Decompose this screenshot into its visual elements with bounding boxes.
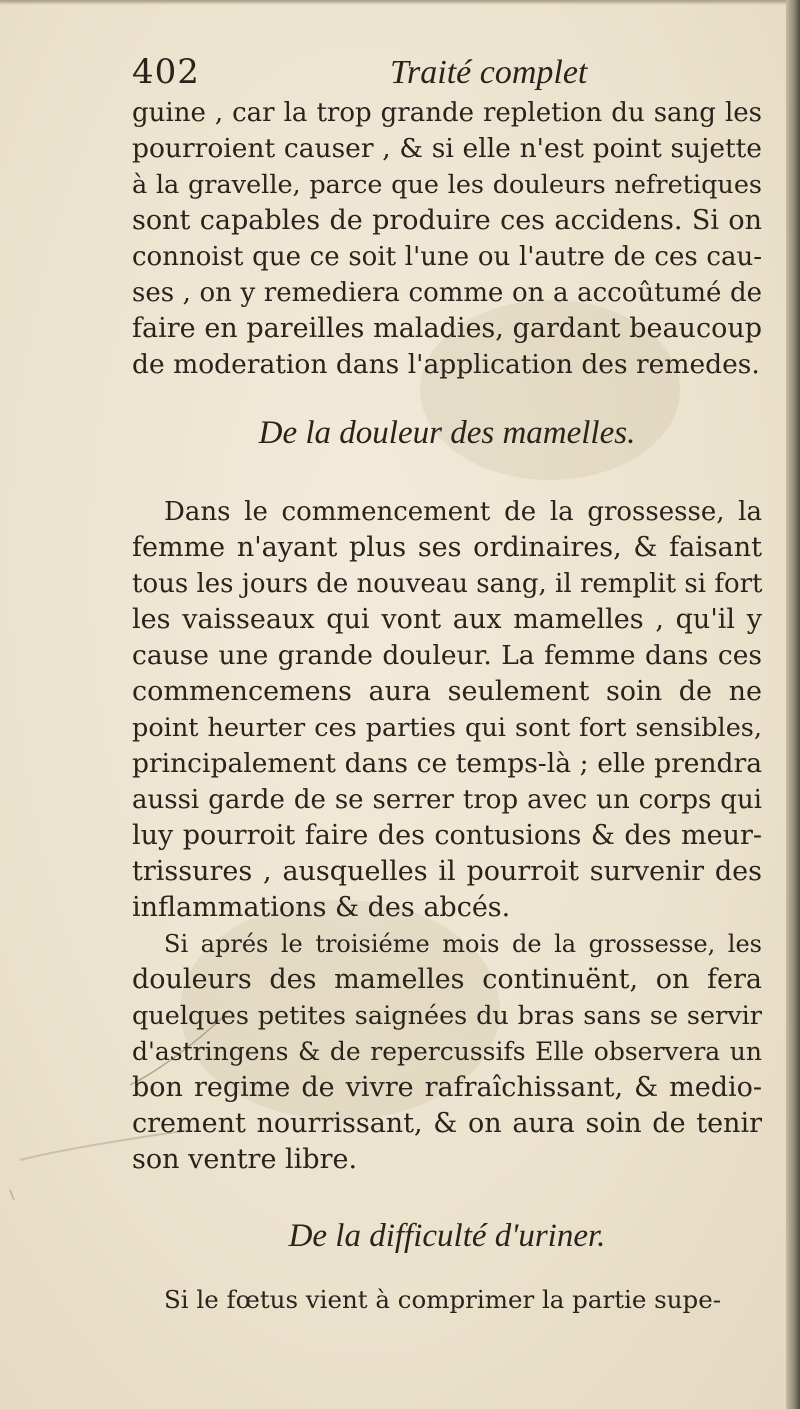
text-line: Si le fœtus vient à comprimer la partie supe- [164, 1285, 721, 1314]
text-line: cause une grande douleur. La femme dans ces [132, 640, 762, 671]
section-heading: De la difficulté d'uriner. [288, 1218, 606, 1254]
text-line: guine , car la trop grande repletion du sang les [132, 98, 762, 128]
text-line: quelques petites saignées du bras sans se servir [132, 1001, 762, 1031]
paragraph [132, 926, 762, 1178]
text-line: pourroient causer , & si elle n'est point sujette [132, 133, 762, 164]
text-line: commencemens aura seulement soin de ne [132, 676, 762, 707]
text-line: à la gravelle, parce que les douleurs nefretiques [132, 170, 762, 200]
text-line: les vaisseaux qui vont aux mamelles , qu'il y [132, 604, 762, 635]
text-line: aussi garde de se serrer trop avec un corps qui [132, 785, 762, 815]
text-line: point heurter ces parties qui sont fort sensibles, [132, 713, 762, 743]
text-line: trissures , ausquelles il pourroit survenir des [132, 856, 762, 887]
text-line: luy pourroit faire des contusions & des meur- [132, 820, 762, 851]
text-line: d'astringens & de repercussifs Elle observera un [132, 1037, 762, 1066]
text-line: ses , on y remediera comme on a accoûtumé de [132, 278, 762, 308]
text-line: de moderation dans l'application des remedes. [132, 349, 760, 380]
text-line: inflammations & des abcés. [132, 892, 511, 923]
text-line: bon regime de vivre rafraîchissant, & medio- [132, 1072, 762, 1103]
paragraph-continued [132, 95, 762, 383]
text-line: douleurs des mamelles continuënt, on fera [132, 964, 762, 995]
paragraph [132, 494, 762, 926]
paragraph [132, 1282, 762, 1318]
running-title: Traité complet [390, 54, 588, 91]
text-line: faire en pareilles maladies, gardant beaucoup [132, 313, 762, 344]
text-line: sont capables de produire ces accidens. Si on [132, 205, 762, 236]
text-line: tous les jours de nouveau sang, il remplit si fort [132, 569, 763, 599]
text-line: crement nourrissant, & on aura soin de tenir [132, 1108, 762, 1139]
page-number: 402 [132, 52, 200, 92]
text-line: femme n'ayant plus ses ordinaires, & faisant [132, 532, 762, 563]
text-line: connoist que ce soit l'une ou l'autre de ces cau- [132, 242, 762, 272]
page-header [132, 50, 762, 100]
text-line: son ventre libre. [132, 1144, 358, 1175]
section-heading: De la douleur des mamelles. [258, 415, 636, 451]
text-line: principalement dans ce temps-là ; elle prendra [132, 748, 762, 779]
text-line: Si aprés le troisiéme mois de la grossesse, les [164, 930, 762, 958]
text-line: Dans le commencement de la grossesse, la [164, 497, 762, 527]
